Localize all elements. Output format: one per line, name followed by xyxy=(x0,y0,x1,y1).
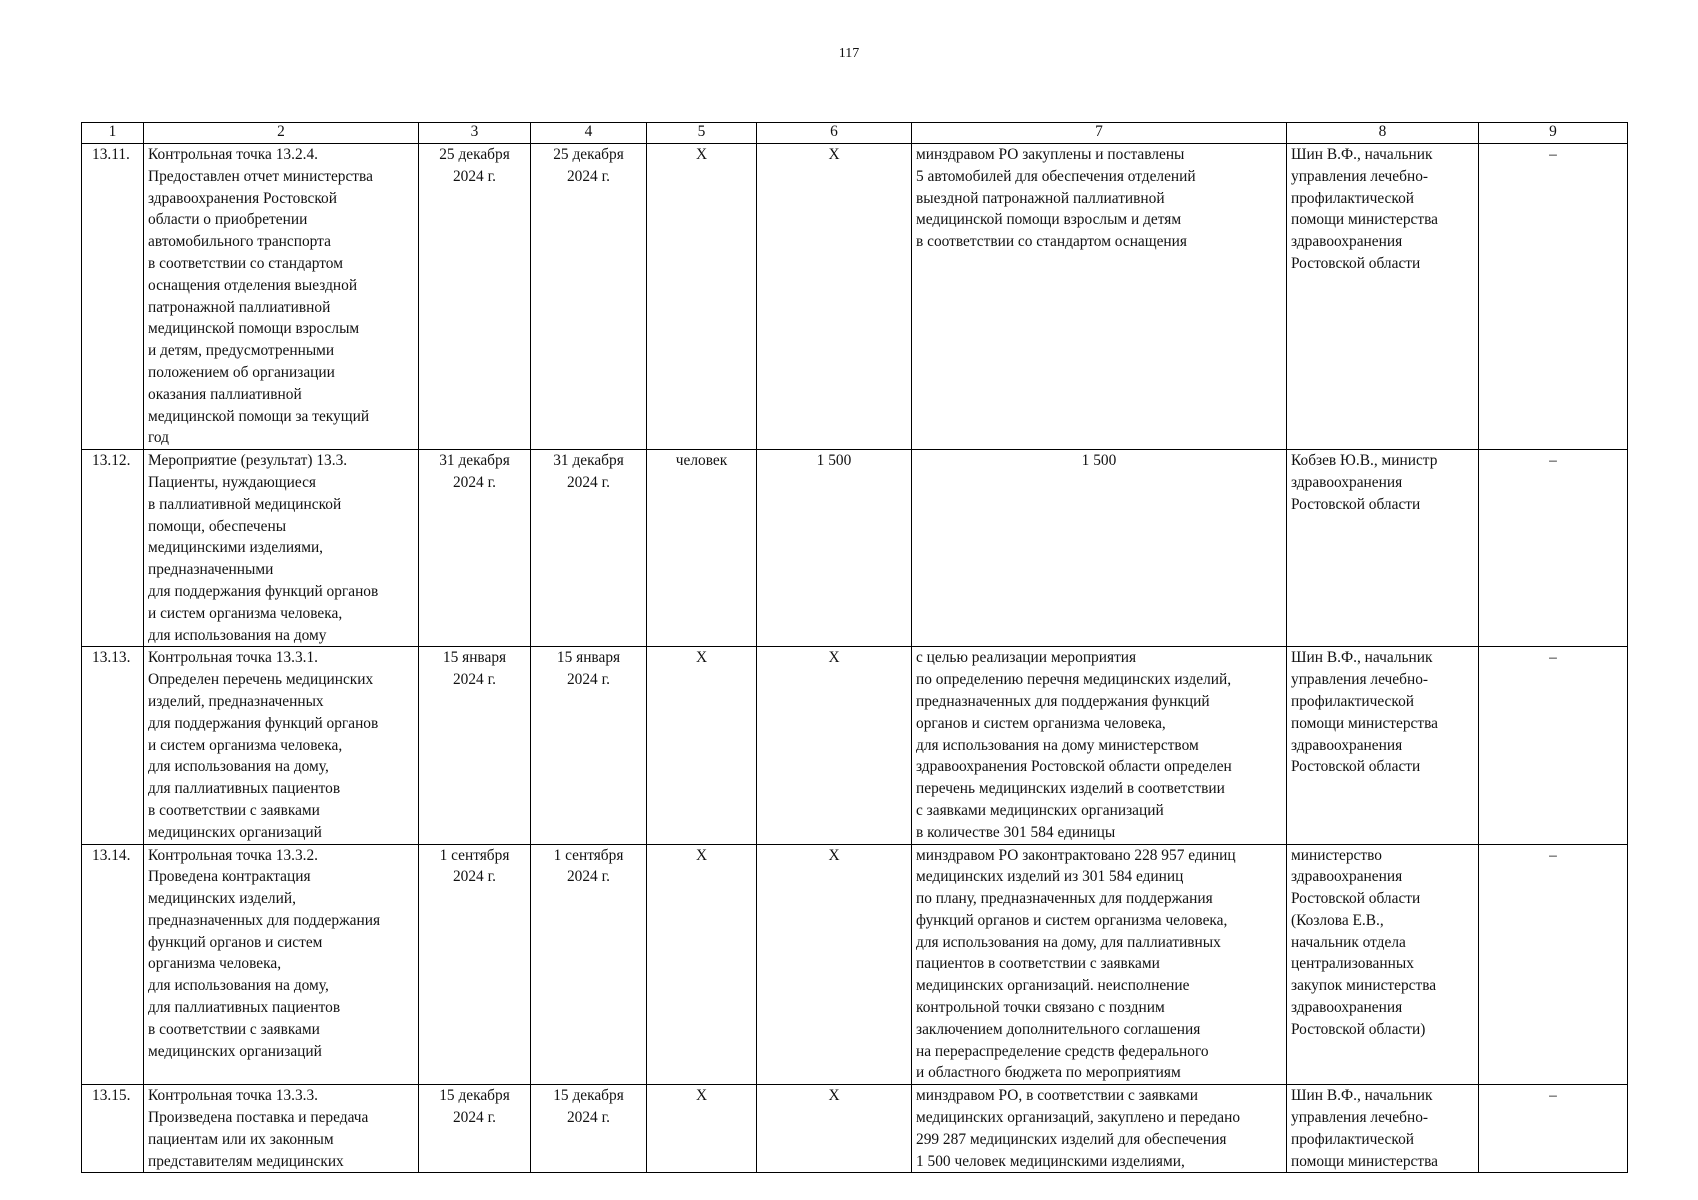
actual-date: 15 декабря 2024 г. xyxy=(531,1085,647,1173)
page-number: 117 xyxy=(838,46,860,61)
value-cell: Х xyxy=(757,647,912,844)
responsible-person: Кобзев Ю.В., министр здравоохранения Ростовской области xyxy=(1287,450,1479,647)
row-number: 13.11. xyxy=(82,144,144,450)
unit-cell: Х xyxy=(647,1085,757,1173)
table-row xyxy=(82,450,1628,647)
value-cell: Х xyxy=(757,844,912,1085)
column-header-2: 2 xyxy=(144,123,419,144)
planned-date: 1 сентября 2024 г. xyxy=(419,844,531,1085)
column-header-3: 3 xyxy=(419,123,531,144)
item-title: Контрольная точка 13.3.1. Определен перечень медицинских изделий, предназначенных для поддержания функций органов и систем организма человека, для использования на дому, для паллиативных пациентов в соответствии с заявками медицинских организаций xyxy=(144,647,419,844)
responsible-person: Шин В.Ф., начальник управления лечебно- профилактической помощи министерства xyxy=(1287,1085,1479,1173)
table-row xyxy=(82,1085,1628,1173)
item-title: Контрольная точка 13.2.4. Предоставлен отчет министерства здравоохранения Ростовской области о приобретении автомобильного транспорта в соответствии со стандартом оснащения отделения выездной патронажной паллиативной медицинской помощи взрослым и детям, предусмотренными положением об организации оказания паллиативной медицинской помощи за текущий год xyxy=(144,144,419,450)
result-description: минздравом РО закуплены и поставлены 5 автомобилей для обеспечения отделений выездной патронажной паллиативной медицинской помощи взрослым и детям в соответствии со стандартом оснащения xyxy=(912,144,1287,450)
planned-date: 31 декабря 2024 г. xyxy=(419,450,531,647)
unit-cell: человек xyxy=(647,450,757,647)
column-number-row xyxy=(82,123,1628,144)
row-number: 13.13. xyxy=(82,647,144,844)
planned-date: 15 января 2024 г. xyxy=(419,647,531,844)
note-cell: – xyxy=(1479,647,1628,844)
column-header-9: 9 xyxy=(1479,123,1628,144)
item-title: Контрольная точка 13.3.3. Произведена поставка и передача пациентам или их законным представителям медицинских xyxy=(144,1085,419,1173)
report-table xyxy=(81,122,1628,1173)
row-number: 13.12. xyxy=(82,450,144,647)
column-header-1: 1 xyxy=(82,123,144,144)
note-cell: – xyxy=(1479,1085,1628,1173)
unit-cell: Х xyxy=(647,844,757,1085)
item-title: Мероприятие (результат) 13.3. Пациенты, нуждающиеся в паллиативной медицинской помощи, обеспечены медицинскими изделиями, предназначенными для поддержания функций органов и систем организма человека, для использования на дому xyxy=(144,450,419,647)
table-row xyxy=(82,844,1628,1085)
result-description: минздравом РО законтрактовано 228 957 единиц медицинских изделий из 301 584 единиц по плану, предназначенных для поддержания функций органов и систем организма человека, для использования на дому, для паллиативных пациентов в соответствии с заявками медицинских организаций. неисполнение контрольной точки связано с поздним заключением дополнительного соглашения на перераспределение средств федерального и областного бюджета по мероприятиям xyxy=(912,844,1287,1085)
value-cell: Х xyxy=(757,144,912,450)
result-description: 1 500 xyxy=(912,450,1287,647)
item-title: Контрольная точка 13.3.2. Проведена контрактация медицинских изделий, предназначенных для поддержания функций органов и систем организма человека, для использования на дому, для паллиативных пациентов в соответствии с заявками медицинских организаций xyxy=(144,844,419,1085)
column-header-6: 6 xyxy=(757,123,912,144)
note-cell: – xyxy=(1479,144,1628,450)
unit-cell: Х xyxy=(647,144,757,450)
actual-date: 31 декабря 2024 г. xyxy=(531,450,647,647)
value-cell: 1 500 xyxy=(757,450,912,647)
note-cell: – xyxy=(1479,450,1628,647)
planned-date: 25 декабря 2024 г. xyxy=(419,144,531,450)
unit-cell: Х xyxy=(647,647,757,844)
value-cell: Х xyxy=(757,1085,912,1173)
table-row xyxy=(82,647,1628,844)
responsible-person: министерство здравоохранения Ростовской области (Козлова Е.В., начальник отдела централизованных закупок министерства здравоохранения Ростовской области) xyxy=(1287,844,1479,1085)
actual-date: 25 декабря 2024 г. xyxy=(531,144,647,450)
result-description: с целью реализации мероприятия по определению перечня медицинских изделий, предназначенных для поддержания функций органов и систем организма человека, для использования на дому министерством здравоохранения Ростовской области определен перечень медицинских изделий в соответствии с заявками медицинских организаций в количестве 301 584 единицы xyxy=(912,647,1287,844)
column-header-7: 7 xyxy=(912,123,1287,144)
actual-date: 15 января 2024 г. xyxy=(531,647,647,844)
table-row xyxy=(82,144,1628,450)
result-description: минздравом РО, в соответствии с заявками медицинских организаций, закуплено и передано 299 287 медицинских изделий для обеспечения 1 500 человек медицинскими изделиями, xyxy=(912,1085,1287,1173)
actual-date: 1 сентября 2024 г. xyxy=(531,844,647,1085)
responsible-person: Шин В.Ф., начальник управления лечебно- профилактической помощи министерства здравоохранения Ростовской области xyxy=(1287,647,1479,844)
row-number: 13.14. xyxy=(82,844,144,1085)
note-cell: – xyxy=(1479,844,1628,1085)
column-header-4: 4 xyxy=(531,123,647,144)
row-number: 13.15. xyxy=(82,1085,144,1173)
column-header-5: 5 xyxy=(647,123,757,144)
responsible-person: Шин В.Ф., начальник управления лечебно- профилактической помощи министерства здравоохранения Ростовской области xyxy=(1287,144,1479,450)
column-header-8: 8 xyxy=(1287,123,1479,144)
planned-date: 15 декабря 2024 г. xyxy=(419,1085,531,1173)
